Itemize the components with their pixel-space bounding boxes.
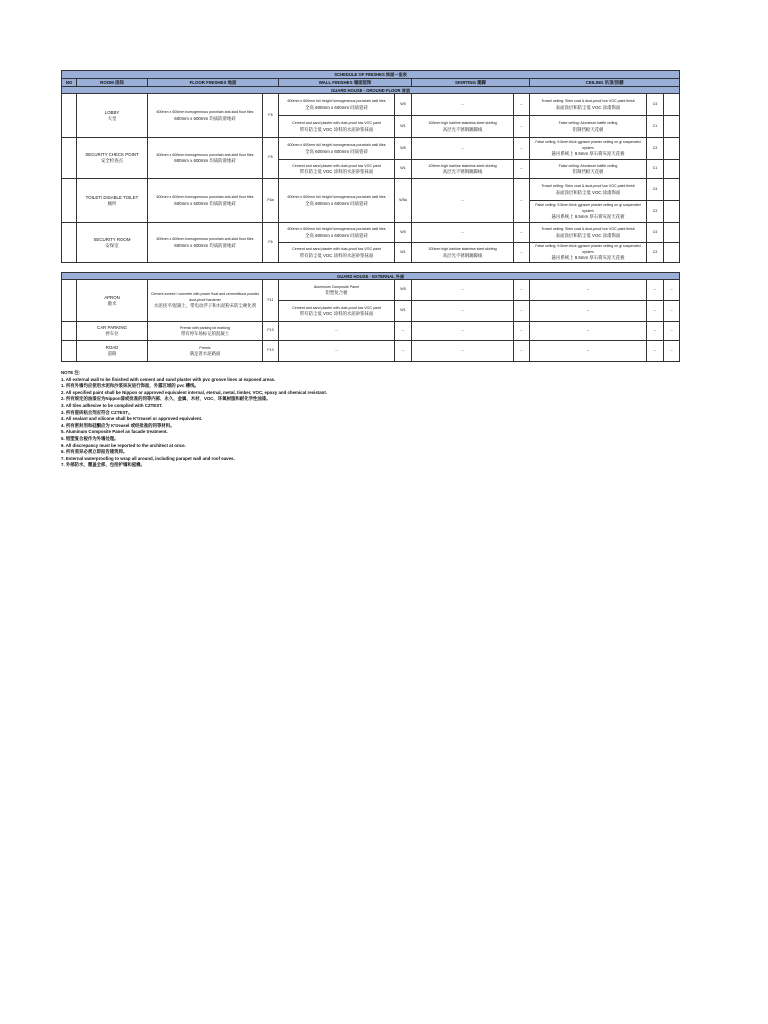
skirting: --	[412, 223, 514, 243]
floor-finish: 600mm x 600mm homogeneous porcelain anti-skid floor tiles 600mm x 600mm 均质防滑地砖	[148, 179, 263, 223]
wall-code: W5	[395, 223, 412, 243]
note-line: 2. 所有规定的油漆应为Nippon漆或批准的同等内部、永久、金属、木材、VOC、环氧树脂和耐化学性油漆。	[61, 396, 271, 402]
wall-finish: Cement and sand plaster with dust-proof low VOC paint 带有防尘低 VOC 涂料的水泥砂浆抹面	[279, 160, 395, 179]
room-security-check: SECURITY CHECK POINT 安全检查点	[77, 138, 148, 179]
ceiling-finish: False ceiling: 9.5mm thick gypsum plaster ceiling on gi suspended system 悬吊系统上 9.5mm 厚石膏灰泥天花板	[530, 243, 647, 263]
table-row	[62, 280, 680, 301]
note-line: 6. All discrepancy must be reported to the architect at once.	[61, 442, 186, 448]
row-no	[62, 341, 77, 362]
blank-cell	[664, 160, 680, 179]
table-row	[62, 223, 680, 243]
skirting-code: --	[514, 179, 530, 223]
wall-code: W5	[395, 94, 412, 116]
notes-heading: NOTE 注：	[61, 370, 84, 375]
floor-code: F13	[263, 341, 279, 362]
skirting: 100mm high hairline stainless steel skirting 高层光不锈钢踢脚线	[412, 160, 514, 179]
skirting-code: --	[514, 341, 530, 362]
room-toilet: TOILET/ DISABLE TOILET 厕所	[77, 179, 148, 223]
wall-finish: 600mm x 600mm full height homogeneous porcelain wall tiles 全高 600mm x 600mm 同质瓷砖	[279, 138, 395, 160]
skirting: 100mm high hairline stainless steel skirting 高层光不锈钢踢脚线	[412, 243, 514, 263]
wall-finish: --	[279, 341, 395, 362]
header-room: ROOM 房间	[77, 79, 148, 87]
room-road: ROAD 道路	[77, 341, 148, 362]
ceiling-finish: False ceiling: 9.5mm thick gypsum plaster ceiling on gi suspended system 悬吊系统上 9.5mm 厚石膏灰泥天花板	[530, 138, 647, 160]
wall-code: --	[395, 322, 412, 341]
ceiling-code: C3	[647, 138, 664, 160]
blank-cell	[664, 243, 680, 263]
blank-cell	[664, 138, 680, 160]
ceiling-code: C3	[647, 243, 664, 263]
floor-finish: 600mm x 600mm homogeneous porcelain anti-skid floor tiles 600mm x 600mm 均质防滑地砖	[148, 138, 263, 179]
note-line: 1. All external wall to be finished with cement and sand plaster with pvc groove lines at exposed areas.	[61, 376, 276, 382]
skirting: --	[412, 301, 514, 322]
blank-cell: --	[664, 301, 680, 322]
ceiling-finish: False ceiling: Aluminum baffle ceiling 铝制挡板天花板	[530, 116, 647, 138]
note-line: 3. 所有瓷砖粘合剂应符合 CZTEST。	[61, 409, 133, 415]
note-line: 2. All specified paint shall be Nippon or approved equivalent internal, eternal, metal, timber, VOC, epoxy and chemical resistant.	[61, 389, 328, 395]
note-line: 5. Aluminum Composite Panel as facade treatment.	[61, 429, 168, 435]
note-line: 1. 所有外墙均应使用水泥和沙浆抹灰进行饰面，外露区域的 pvc 槽线。	[61, 383, 199, 389]
skirting-code: --	[514, 94, 530, 116]
section-ground-floor: GUARD HOUSE - GROUND FLOOR 首层	[62, 87, 680, 94]
ceiling-code: --	[647, 341, 664, 362]
ceiling-finish: --	[530, 280, 647, 301]
note-line: 7. 外部防水，覆盖全部，包括护墙和屋檐。	[61, 462, 145, 468]
note-line: 4. 所有密封剂和硅酮应为 K'treasel 或经批准的同等材料。	[61, 422, 175, 428]
row-no	[62, 138, 77, 179]
row-no	[62, 280, 77, 322]
ceiling-finish: Trowel ceiling: Skim coat & dust-proof low VOC paint finish 表面涂层和防尘低 VOC 涂漆饰面	[530, 223, 647, 243]
blank-cell	[664, 179, 680, 201]
ceiling-code: C4	[647, 94, 664, 116]
blank-cell: --	[664, 322, 680, 341]
notes-section	[61, 370, 679, 469]
skirting-code: --	[514, 280, 530, 301]
ceiling-code: C4	[647, 179, 664, 201]
wall-code: W1	[395, 243, 412, 263]
ceiling-finish: False ceiling: 9.5mm thick gypsum plaster ceiling on gi suspended system 悬吊系统上 9.5mm 厚石膏灰泥天花板	[530, 201, 647, 223]
floor-code: F13	[263, 322, 279, 341]
table-row	[62, 341, 680, 362]
table-row	[62, 179, 680, 201]
wall-code: W5	[395, 280, 412, 301]
row-no	[62, 179, 77, 223]
wall-finish: 600mm x 600mm full height homogeneous porcelain wall tiles 全高 600mm x 600mm 同质瓷砖	[279, 223, 395, 243]
blank-cell	[664, 223, 680, 243]
floor-code: F11	[263, 280, 279, 322]
floor-finish: Premix 满足普水泥路面	[148, 341, 263, 362]
skirting-code: --	[514, 138, 530, 160]
header-row	[62, 79, 680, 87]
skirting-code: --	[514, 301, 530, 322]
skirting: --	[412, 138, 514, 160]
header-floor: FLOOR FINISHES 地面	[148, 79, 279, 87]
skirting: --	[412, 341, 514, 362]
header-wall: WALL FINISHES 墙面装饰	[279, 79, 412, 87]
floor-code: F6a	[263, 179, 279, 223]
row-no	[62, 94, 77, 138]
wall-code: W1	[395, 160, 412, 179]
wall-finish: 600mm x 600mm full height homogeneous porcelain wall tiles 全高 600mm x 600mm 同质瓷砖	[279, 94, 395, 116]
ceiling-code: --	[647, 301, 664, 322]
table-row	[62, 322, 680, 341]
floor-code: F6	[263, 223, 279, 263]
skirting-code: --	[514, 160, 530, 179]
table-row	[62, 138, 680, 160]
finishes-schedule	[61, 70, 679, 469]
wall-finish: Aluminium Composite Panel 铝塑复合板	[279, 280, 395, 301]
ceiling-code: --	[647, 280, 664, 301]
blank-cell	[664, 201, 680, 223]
wall-finish: Cement and sand plaster with dust-proof low VOC paint 带有防尘低 VOC 涂料的水泥砂浆抹面	[279, 243, 395, 263]
finishes-table	[61, 70, 680, 362]
ceiling-code: C4	[647, 223, 664, 243]
wall-code: W5	[395, 138, 412, 160]
blank-cell	[664, 94, 680, 116]
header-skirting: SKIRTING 踢脚	[412, 79, 530, 87]
table-row	[62, 94, 680, 116]
room-security-room: SECURITY ROOM 安保室	[77, 223, 148, 263]
wall-code: W1	[395, 116, 412, 138]
ceiling-finish: --	[530, 341, 647, 362]
ceiling-code: C1	[647, 116, 664, 138]
wall-finish: Cement and sand plaster with dust-proof low VOC paint 带有防尘低 VOC 涂料的水泥砂浆抹面	[279, 116, 395, 138]
skirting: 100mm high hairline stainless steel skirting 高层光不锈钢踢脚线	[412, 116, 514, 138]
ceiling-finish: --	[530, 322, 647, 341]
floor-code: F6	[263, 138, 279, 179]
wall-finish: Cement and sand plaster with dust-proof low VOC paint 带有防尘低 VOC 涂料的水泥砂浆抹面	[279, 301, 395, 322]
skirting-code: --	[514, 223, 530, 243]
skirting: --	[412, 179, 514, 223]
room-carpark: CAR PARKING 停车位	[77, 322, 148, 341]
section-external: GUARD HOUSE - EXTERNAL 外部	[62, 273, 680, 280]
floor-finish: 600mm x 600mm homogeneous porcelain anti-skid floor tiles 600mm x 600mm 均质防滑地砖	[148, 223, 263, 263]
ceiling-finish: Trowel ceiling: Skim coat & dust-proof low VOC paint finish 表面涂层和防尘低 VOC 涂漆饰面	[530, 94, 647, 116]
ceiling-finish: False ceiling: Aluminum baffle ceiling 铝制挡板天花板	[530, 160, 647, 179]
floor-finish: Cement screed / concrete with power float and cementitious powder dust-proof hardener 水泥找平/混凝土，带电动浮子和水泥粉末防尘硬化剂	[148, 280, 263, 322]
header-no: NO	[62, 79, 77, 87]
room-lobby: LOBBY 大堂	[77, 94, 148, 138]
note-line: 7. External waterproofing to wrap all around, including parapet wall and roof eaves.	[61, 455, 235, 461]
blank-cell: --	[664, 280, 680, 301]
skirting-code: --	[514, 322, 530, 341]
skirting-code: --	[514, 116, 530, 138]
wall-finish: 600mm x 600mm full height homogeneous porcelain wall tiles 全高 600mm x 600mm 同质瓷砖	[279, 179, 395, 223]
ceiling-code: C1	[647, 160, 664, 179]
ceiling-finish: Trowel ceiling: Skim coat & dust-proof low VOC paint finish 表面涂层和防尘低 VOC 涂漆饰面	[530, 179, 647, 201]
ceiling-finish: --	[530, 301, 647, 322]
note-line: 6. 所有差异必须立即报告建筑师。	[61, 449, 128, 455]
schedule-title: SCHEDULE OF FINISHES 饰面一览表	[62, 71, 680, 79]
skirting-code: --	[514, 243, 530, 263]
blank-cell: --	[664, 341, 680, 362]
skirting: --	[412, 322, 514, 341]
blank-cell	[664, 116, 680, 138]
ceiling-code: --	[647, 322, 664, 341]
wall-finish: --	[279, 322, 395, 341]
row-no	[62, 322, 77, 341]
wall-code: W5a	[395, 179, 412, 223]
note-line: 5. 铝塑复合板作为外墙处理。	[61, 435, 119, 441]
skirting: --	[412, 94, 514, 116]
header-ceiling: CEILING 吊顶/顶棚	[530, 79, 680, 87]
row-no	[62, 223, 77, 263]
ceiling-code: C3	[647, 201, 664, 223]
spacer	[62, 263, 680, 273]
skirting: --	[412, 280, 514, 301]
wall-code: W1	[395, 301, 412, 322]
note-line: 4. All sealant and silicone shall be K'treasel or approved equivalent.	[61, 416, 203, 422]
note-line: 3. All tiles adhesive to be complied with CZTEST.	[61, 402, 163, 408]
floor-finish: Premix with parking lot marking 带有停车场标记的混凝土	[148, 322, 263, 341]
floor-finish: 600mm x 600mm homogeneous porcelain anti-skid floor tiles 600mm x 600mm 均质防滑地砖	[148, 94, 263, 138]
wall-code: --	[395, 341, 412, 362]
floor-code: F6	[263, 94, 279, 138]
room-apron: APRON 散水	[77, 280, 148, 322]
